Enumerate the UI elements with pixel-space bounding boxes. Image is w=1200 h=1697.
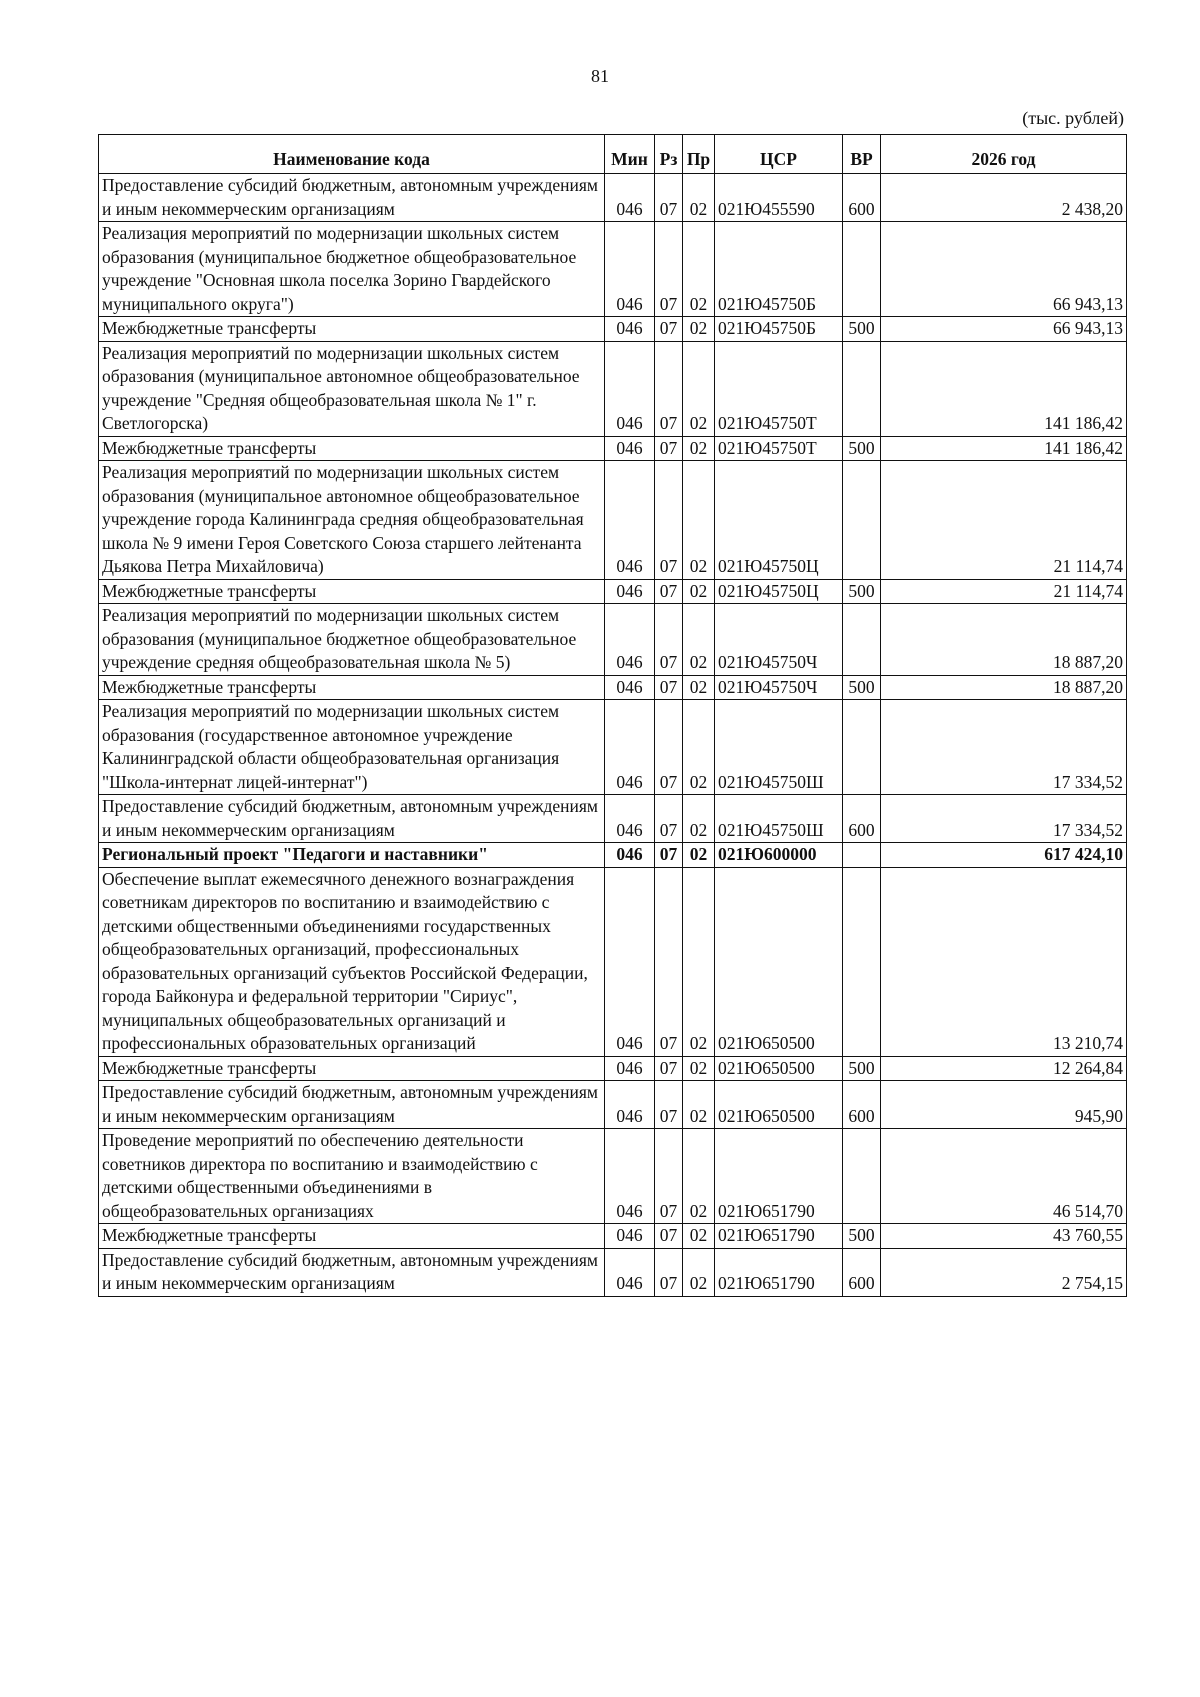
cell-pr: 02	[683, 843, 715, 868]
cell-csr: 021Ю600000	[715, 843, 843, 868]
cell-name: Межбюджетные трансферты	[99, 1224, 605, 1249]
cell-min: 046	[605, 341, 655, 436]
cell-name: Межбюджетные трансферты	[99, 579, 605, 604]
cell-rz: 07	[655, 341, 683, 436]
header-name: Наименование кода	[99, 135, 605, 174]
cell-csr: 021Ю45750Ч	[715, 604, 843, 676]
cell-rz: 07	[655, 579, 683, 604]
cell-csr: 021Ю650500	[715, 1081, 843, 1129]
cell-vr	[843, 341, 881, 436]
cell-name: Реализация мероприятий по модернизации школьных систем образования (муниципальное бюджетное общеобразовательное учреждение "Основная школа поселка Зорино Гвардейского муниципального округа")	[99, 222, 605, 317]
cell-min: 046	[605, 795, 655, 843]
cell-rz: 07	[655, 604, 683, 676]
table-row	[99, 341, 1127, 436]
cell-vr: 500	[843, 1224, 881, 1249]
cell-sum: 12 264,84	[881, 1056, 1127, 1081]
cell-csr: 021Ю45750Ц	[715, 579, 843, 604]
cell-name: Межбюджетные трансферты	[99, 675, 605, 700]
cell-pr: 02	[683, 700, 715, 795]
cell-name: Реализация мероприятий по модернизации школьных систем образования (муниципальное автономное общеобразовательное учреждение города Калининграда средняя общеобразовательная школа № 9 имени Героя Советского Союза старшего лейтенанта Дьякова Петра Михайловича)	[99, 461, 605, 580]
cell-vr: 500	[843, 436, 881, 461]
units-label: (тыс. рублей)	[1022, 108, 1124, 128]
cell-min: 046	[605, 843, 655, 868]
cell-vr: 500	[843, 1056, 881, 1081]
cell-pr: 02	[683, 675, 715, 700]
cell-vr: 500	[843, 579, 881, 604]
cell-pr: 02	[683, 317, 715, 342]
cell-vr: 500	[843, 317, 881, 342]
cell-vr	[843, 867, 881, 1056]
table-row	[99, 1056, 1127, 1081]
cell-csr: 021Ю45750Ч	[715, 675, 843, 700]
cell-rz: 07	[655, 222, 683, 317]
header-csr: ЦСР	[715, 135, 843, 174]
page-number: 81	[591, 66, 609, 86]
cell-name: Проведение мероприятий по обеспечению деятельности советников директора по воспитанию и взаимодействию с детскими общественными объединениями в общеобразовательных организациях	[99, 1129, 605, 1224]
cell-rz: 07	[655, 174, 683, 222]
cell-min: 046	[605, 700, 655, 795]
cell-name: Межбюджетные трансферты	[99, 436, 605, 461]
cell-sum: 13 210,74	[881, 867, 1127, 1056]
cell-name: Межбюджетные трансферты	[99, 317, 605, 342]
cell-min: 046	[605, 1081, 655, 1129]
cell-sum: 21 114,74	[881, 461, 1127, 580]
table-header-row	[99, 135, 1127, 174]
cell-vr	[843, 222, 881, 317]
cell-pr: 02	[683, 174, 715, 222]
table-row	[99, 1081, 1127, 1129]
cell-sum: 46 514,70	[881, 1129, 1127, 1224]
cell-name: Предоставление субсидий бюджетным, автономным учреждениям и иным некоммерческим организациям	[99, 795, 605, 843]
cell-name: Предоставление субсидий бюджетным, автономным учреждениям и иным некоммерческим организациям	[99, 1248, 605, 1296]
cell-vr: 600	[843, 1081, 881, 1129]
cell-csr: 021Ю45750Б	[715, 317, 843, 342]
cell-name: Региональный проект "Педагоги и наставники"	[99, 843, 605, 868]
cell-pr: 02	[683, 1129, 715, 1224]
table-row	[99, 579, 1127, 604]
table-row	[99, 317, 1127, 342]
table-row	[99, 222, 1127, 317]
cell-sum: 2 438,20	[881, 174, 1127, 222]
cell-pr: 02	[683, 579, 715, 604]
table-row	[99, 604, 1127, 676]
cell-rz: 07	[655, 317, 683, 342]
header-rz: Рз	[655, 135, 683, 174]
cell-name: Предоставление субсидий бюджетным, автономным учреждениям и иным некоммерческим организациям	[99, 1081, 605, 1129]
cell-rz: 07	[655, 461, 683, 580]
cell-min: 046	[605, 436, 655, 461]
table-row	[99, 1248, 1127, 1296]
cell-csr: 021Ю650500	[715, 1056, 843, 1081]
cell-name: Реализация мероприятий по модернизации школьных систем образования (муниципальное автономное общеобразовательное учреждение "Средняя общеобразовательная школа № 1" г. Светлогорска)	[99, 341, 605, 436]
cell-csr: 021Ю455590	[715, 174, 843, 222]
cell-rz: 07	[655, 675, 683, 700]
cell-rz: 07	[655, 1056, 683, 1081]
cell-csr: 021Ю45750Т	[715, 341, 843, 436]
cell-name: Обеспечение выплат ежемесячного денежного вознаграждения советникам директоров по воспитанию и взаимодействию с детскими общественными объединениями государственных общеобразовательных организаций, профессиональных образовательных организаций субъектов Российской Федерации, города Байконура и федеральной территории "Сириус", муниципальных общеобразовательных организаций и профессиональных образовательных организаций	[99, 867, 605, 1056]
cell-pr: 02	[683, 1081, 715, 1129]
table-row	[99, 700, 1127, 795]
cell-min: 046	[605, 867, 655, 1056]
cell-vr	[843, 843, 881, 868]
budget-table	[98, 134, 1127, 1297]
table-row	[99, 461, 1127, 580]
cell-sum: 21 114,74	[881, 579, 1127, 604]
cell-csr: 021Ю45750Ш	[715, 795, 843, 843]
header-pr: Пр	[683, 135, 715, 174]
cell-min: 046	[605, 604, 655, 676]
cell-rz: 07	[655, 1248, 683, 1296]
cell-name: Межбюджетные трансферты	[99, 1056, 605, 1081]
cell-min: 046	[605, 461, 655, 580]
cell-name: Реализация мероприятий по модернизации школьных систем образования (государственное автономное учреждение Калининградской области общеобразовательная организация "Школа-интернат лицей-интернат")	[99, 700, 605, 795]
cell-sum: 945,90	[881, 1081, 1127, 1129]
cell-sum: 17 334,52	[881, 700, 1127, 795]
cell-csr: 021Ю45750Ш	[715, 700, 843, 795]
cell-vr	[843, 1129, 881, 1224]
cell-rz: 07	[655, 700, 683, 795]
cell-csr: 021Ю45750Т	[715, 436, 843, 461]
cell-min: 046	[605, 675, 655, 700]
cell-sum: 141 186,42	[881, 341, 1127, 436]
table-row	[99, 843, 1127, 868]
cell-min: 046	[605, 222, 655, 317]
cell-vr: 600	[843, 1248, 881, 1296]
table-body	[99, 174, 1127, 1297]
cell-pr: 02	[683, 604, 715, 676]
cell-csr: 021Ю45750Ц	[715, 461, 843, 580]
cell-pr: 02	[683, 341, 715, 436]
cell-name: Предоставление субсидий бюджетным, автономным учреждениям и иным некоммерческим организациям	[99, 174, 605, 222]
table-row	[99, 675, 1127, 700]
cell-vr: 600	[843, 174, 881, 222]
cell-pr: 02	[683, 222, 715, 317]
cell-pr: 02	[683, 867, 715, 1056]
cell-pr: 02	[683, 795, 715, 843]
cell-vr: 500	[843, 675, 881, 700]
cell-csr: 021Ю651790	[715, 1224, 843, 1249]
cell-pr: 02	[683, 461, 715, 580]
cell-rz: 07	[655, 436, 683, 461]
cell-csr: 021Ю651790	[715, 1129, 843, 1224]
cell-pr: 02	[683, 1224, 715, 1249]
cell-vr	[843, 604, 881, 676]
cell-min: 046	[605, 174, 655, 222]
cell-sum: 2 754,15	[881, 1248, 1127, 1296]
cell-sum: 617 424,10	[881, 843, 1127, 868]
cell-name: Реализация мероприятий по модернизации школьных систем образования (муниципальное бюджетное общеобразовательное учреждение средняя общеобразовательная школа № 5)	[99, 604, 605, 676]
cell-csr: 021Ю651790	[715, 1248, 843, 1296]
cell-sum: 43 760,55	[881, 1224, 1127, 1249]
header-year: 2026 год	[881, 135, 1127, 174]
cell-min: 046	[605, 1248, 655, 1296]
cell-sum: 17 334,52	[881, 795, 1127, 843]
header-min: Мин	[605, 135, 655, 174]
cell-vr	[843, 461, 881, 580]
cell-vr	[843, 700, 881, 795]
table-row	[99, 1129, 1127, 1224]
cell-min: 046	[605, 1129, 655, 1224]
cell-min: 046	[605, 1056, 655, 1081]
cell-rz: 07	[655, 1081, 683, 1129]
cell-sum: 18 887,20	[881, 604, 1127, 676]
cell-rz: 07	[655, 843, 683, 868]
cell-pr: 02	[683, 1056, 715, 1081]
table-row	[99, 795, 1127, 843]
cell-sum: 18 887,20	[881, 675, 1127, 700]
header-vr: ВР	[843, 135, 881, 174]
table-row	[99, 174, 1127, 222]
cell-min: 046	[605, 317, 655, 342]
cell-pr: 02	[683, 1248, 715, 1296]
cell-sum: 66 943,13	[881, 222, 1127, 317]
table-row	[99, 1224, 1127, 1249]
cell-rz: 07	[655, 1129, 683, 1224]
cell-rz: 07	[655, 867, 683, 1056]
cell-rz: 07	[655, 1224, 683, 1249]
table-row	[99, 436, 1127, 461]
cell-vr: 600	[843, 795, 881, 843]
cell-rz: 07	[655, 795, 683, 843]
cell-min: 046	[605, 579, 655, 604]
cell-csr: 021Ю650500	[715, 867, 843, 1056]
cell-pr: 02	[683, 436, 715, 461]
cell-sum: 141 186,42	[881, 436, 1127, 461]
cell-min: 046	[605, 1224, 655, 1249]
cell-csr: 021Ю45750Б	[715, 222, 843, 317]
cell-sum: 66 943,13	[881, 317, 1127, 342]
table-row	[99, 867, 1127, 1056]
